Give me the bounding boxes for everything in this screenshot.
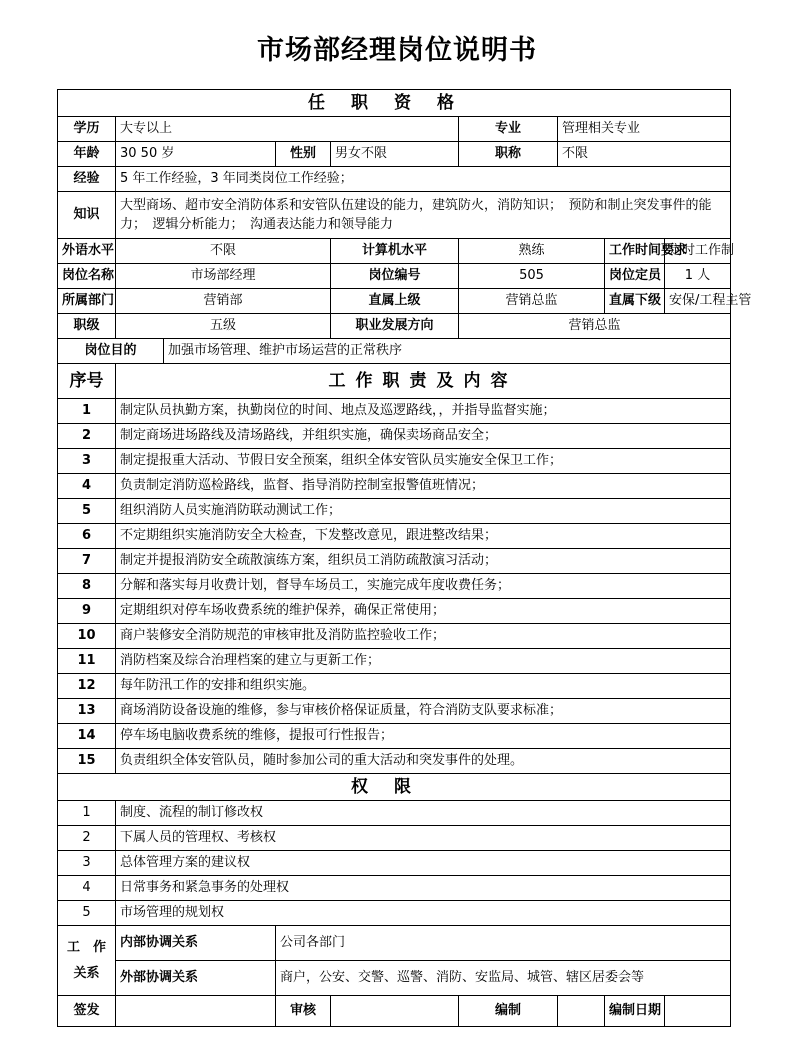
authority-row <box>58 901 731 926</box>
duty-text: 制定提报重大活动、节假日安全预案，组织全体安管队员实施安全保卫工作； <box>116 449 731 474</box>
duty-row <box>58 649 731 674</box>
duty-text: 每年防汛工作的安排和组织实施。 <box>116 674 731 699</box>
major-label: 专业 <box>459 117 558 142</box>
duty-num: 14 <box>58 724 116 749</box>
duty-num: 5 <box>58 499 116 524</box>
level-value: 五级 <box>116 314 331 339</box>
purpose-label: 岗位目的 <box>58 339 164 364</box>
review-label: 审核 <box>276 996 331 1027</box>
duties-header: 工作职责及内容 <box>116 364 731 399</box>
duty-num: 2 <box>58 424 116 449</box>
computer-value: 熟练 <box>459 239 605 264</box>
authority-row <box>58 876 731 901</box>
authority-text: 下属人员的管理权、考核权 <box>116 826 731 851</box>
duty-text: 负责制定消防巡检路线，监督、指导消防控制室报警值班情况； <box>116 474 731 499</box>
duty-row <box>58 574 731 599</box>
duty-num: 1 <box>58 399 116 424</box>
duty-text: 负责组织全体安管队员，随时参加公司的重大活动和突发事件的处理。 <box>116 749 731 774</box>
gender-value: 男女不限 <box>331 142 459 167</box>
qualifications-header: 任职资格 <box>58 90 731 117</box>
relations-label-line1: 工 作 <box>66 939 106 955</box>
duty-text: 不定期组织实施消防安全大检查，下发整改意见，跟进整改结果； <box>116 524 731 549</box>
page-title: 市场部经理岗位说明书 <box>257 35 537 66</box>
position-value: 市场部经理 <box>116 264 331 289</box>
relations-label-line2: 关系 <box>73 965 100 981</box>
authority-row <box>58 801 731 826</box>
duty-text: 制定商场进场路线及清场路线，并组织实施，确保卖场商品安全； <box>116 424 731 449</box>
headcount-value: 1 人 <box>665 264 731 289</box>
duty-row <box>58 449 731 474</box>
experience-value: 5 年工作经验，3 年同类岗位工作经验； <box>116 167 731 192</box>
duty-text: 定期组织对停车场收费系统的维护保养，确保正常使用； <box>116 599 731 624</box>
duty-row <box>58 674 731 699</box>
duty-num: 6 <box>58 524 116 549</box>
knowledge-value: 大型商场、超市安全消防体系和安管队伍建设的能力，建筑防火，消防知识； 预防和制止突发事件的能力； 逻辑分析能力； 沟通表达能力和领导能力 <box>116 192 731 239</box>
worktime-label: 工作时间要求 <box>605 239 665 264</box>
gender-label: 性别 <box>276 142 331 167</box>
authority-num: 2 <box>58 826 116 851</box>
duty-text: 商户装修安全消防规范的审核审批及消防监控验收工作； <box>116 624 731 649</box>
duty-num: 8 <box>58 574 116 599</box>
issue-field[interactable] <box>116 996 276 1027</box>
code-value: 505 <box>459 264 605 289</box>
duty-row <box>58 724 731 749</box>
education-label: 学历 <box>58 117 116 142</box>
relations-label <box>58 926 116 996</box>
duty-text: 商场消防设备设施的维修，参与审核价格保证质量，符合消防支队要求标准； <box>116 699 731 724</box>
issue-label: 签发 <box>58 996 116 1027</box>
major-value: 管理相关专业 <box>558 117 731 142</box>
job-title-value: 不限 <box>558 142 731 167</box>
authority-text: 日常事务和紧急事务的处理权 <box>116 876 731 901</box>
duty-num: 4 <box>58 474 116 499</box>
subordinate-value: 安保/工程主管 <box>665 289 731 314</box>
authority-row <box>58 851 731 876</box>
authority-num: 4 <box>58 876 116 901</box>
authority-text: 制度、流程的制订修改权 <box>116 801 731 826</box>
superior-value: 营销总监 <box>459 289 605 314</box>
position-label: 岗位名称 <box>58 264 116 289</box>
language-value: 不限 <box>116 239 331 264</box>
experience-label: 经验 <box>58 167 116 192</box>
duty-num: 11 <box>58 649 116 674</box>
duty-text: 制定队员执勤方案，执勤岗位的时间、地点及巡逻路线，，并指导监督实施； <box>116 399 731 424</box>
job-title-label: 职称 <box>459 142 558 167</box>
duty-text: 停车场电脑收费系统的维修，提报可行性报告； <box>116 724 731 749</box>
age-label: 年龄 <box>58 142 116 167</box>
review-field[interactable] <box>331 996 459 1027</box>
duty-num: 10 <box>58 624 116 649</box>
computer-label: 计算机水平 <box>331 239 459 264</box>
duty-num: 9 <box>58 599 116 624</box>
authority-row <box>58 826 731 851</box>
duty-row <box>58 499 731 524</box>
prepare-field[interactable] <box>558 996 605 1027</box>
prepare-label: 编制 <box>459 996 558 1027</box>
authority-text: 总体管理方案的建议权 <box>116 851 731 876</box>
internal-value: 公司各部门 <box>276 926 731 961</box>
duty-text: 组织消防人员实施消防联动测试工作； <box>116 499 731 524</box>
date-label: 编制日期 <box>605 996 665 1027</box>
duty-num: 7 <box>58 549 116 574</box>
external-label: 外部协调关系 <box>116 961 276 996</box>
job-description-table <box>57 89 752 1027</box>
language-label: 外语水平 <box>58 239 116 264</box>
dept-label: 所属部门 <box>58 289 116 314</box>
authority-text: 市场管理的规划权 <box>116 901 731 926</box>
duty-text: 制定并提报消防安全疏散演练方案，组织员工消防疏散演习活动； <box>116 549 731 574</box>
duty-row <box>58 549 731 574</box>
date-field[interactable] <box>665 996 731 1027</box>
career-value: 营销总监 <box>459 314 731 339</box>
authority-num: 5 <box>58 901 116 926</box>
duty-num: 15 <box>58 749 116 774</box>
code-label: 岗位编号 <box>331 264 459 289</box>
duty-row <box>58 474 731 499</box>
worktime-value: 定时工作制 <box>665 239 731 264</box>
superior-label: 直属上级 <box>331 289 459 314</box>
career-label: 职业发展方向 <box>331 314 459 339</box>
duty-row <box>58 749 731 774</box>
level-label: 职级 <box>58 314 116 339</box>
duties-num-header: 序号 <box>58 364 116 399</box>
duty-text: 消防档案及综合治理档案的建立与更新工作； <box>116 649 731 674</box>
duty-row <box>58 424 731 449</box>
duty-row <box>58 399 731 424</box>
authority-num: 3 <box>58 851 116 876</box>
age-value: 30 50 岁 <box>116 142 276 167</box>
duty-num: 13 <box>58 699 116 724</box>
duty-row <box>58 624 731 649</box>
subordinate-label: 直属下级 <box>605 289 665 314</box>
education-value: 大专以上 <box>116 117 459 142</box>
authority-num: 1 <box>58 801 116 826</box>
internal-label: 内部协调关系 <box>116 926 276 961</box>
headcount-label: 岗位定员 <box>605 264 665 289</box>
duty-num: 12 <box>58 674 116 699</box>
external-value: 商户，公安、交警、巡警、消防、安监局、城管、辖区居委会等 <box>276 961 731 996</box>
purpose-value: 加强市场管理、维护市场运营的正常秩序 <box>164 339 731 364</box>
dept-value: 营销部 <box>116 289 331 314</box>
duty-num: 3 <box>58 449 116 474</box>
authority-header: 权限 <box>58 774 731 801</box>
duty-row <box>58 524 731 549</box>
duty-row <box>58 599 731 624</box>
duty-text: 分解和落实每月收费计划，督导车场员工，实施完成年度收费任务； <box>116 574 731 599</box>
duty-row <box>58 699 731 724</box>
knowledge-label: 知识 <box>58 192 116 239</box>
